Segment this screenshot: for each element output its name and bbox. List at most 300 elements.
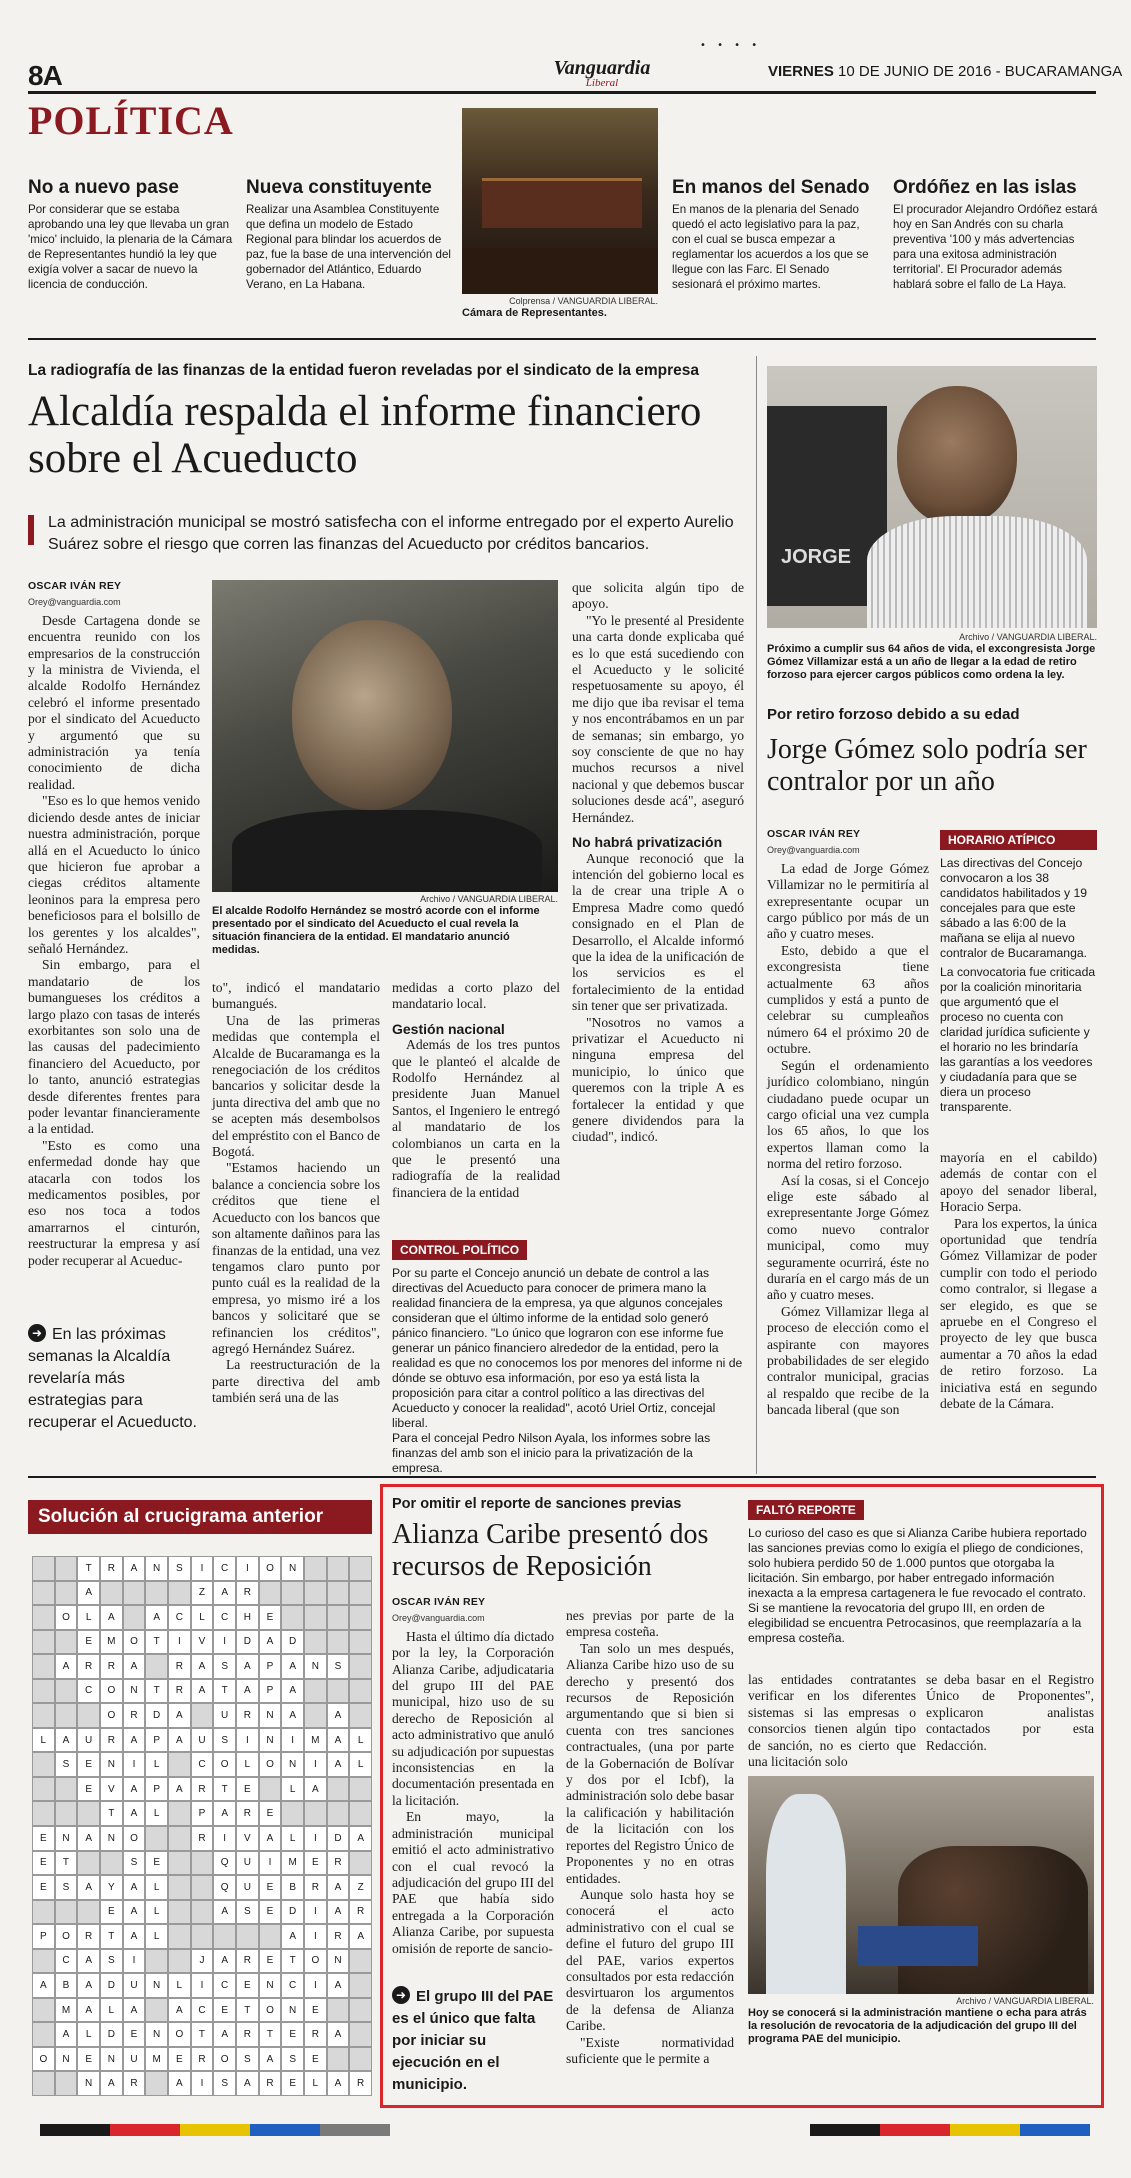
crossword-cell	[145, 1826, 168, 1851]
portrait-head	[897, 386, 1017, 526]
crossword-cell: C	[55, 1949, 78, 1974]
crossword-cell	[349, 1556, 372, 1581]
main-kicker: La radiografía de las finanzas de la entidad fueron reveladas por el sindicato de la empresa	[28, 362, 700, 379]
crossword-cell	[349, 2047, 372, 2072]
crossword-cell: A	[259, 1630, 282, 1655]
registration-marks: • • • •	[700, 40, 762, 51]
paragraph: Desde Cartagena donde se encuentra reunido con los empresarios de la construcción y la ministra de Vivienda, el alcalde Rodolfo Hernández celebró el informe presentado por el sindicato del Acueducto y argumentó que su administración ya tenía conocimiento de dicha realidad.	[28, 612, 200, 792]
crossword-cell: U	[77, 1728, 100, 1753]
bottom-col-3	[748, 1672, 916, 1770]
crossword-cell: L	[168, 1973, 191, 1998]
control-text: Por su parte el Concejo anunció un debate de control a las directivas del Acueducto para conocer de primera mano la realidad financiera de la empresa, ya que algunos concejales consideran que el último informe de la entidad solo generó pánico financiero. "Lo único que lograron con ese informe fue generar un pánico financiero alrededor de la entidad, pero la realidad es que no conocemos los por menores del informe ni de dónde se obtuvo esa información, por eso ya está lista la proposición para citar a control político a las directivas del Acueducto y conocer la realidad", acotó Uriel Ortiz, concejal liberal.	[392, 1266, 743, 1430]
crossword-cell: N	[145, 1973, 168, 1998]
tray	[858, 1926, 978, 1966]
crossword-cell: A	[168, 1777, 191, 1802]
crossword-cell: N	[304, 1654, 327, 1679]
crossword-cell: O	[259, 1998, 282, 2023]
crossword-cell: R	[168, 1679, 191, 1704]
falto-label: FALTÓ REPORTE	[748, 1500, 864, 1520]
crossword-cell	[327, 1801, 350, 1826]
crossword-cell: R	[168, 1654, 191, 1679]
crossword-cell	[191, 1875, 214, 1900]
paragraph: Según el ordenamiento jurídico colombiano, ningún ciudadano puede ocupar un cargo oficial una vez cumpla los 65 años, lo que los expertos llaman como la norma del retiro forzoso.	[767, 1057, 929, 1172]
crossword-cell	[55, 1679, 78, 1704]
crossword-cell: S	[168, 1556, 191, 1581]
crossword-cell	[191, 1851, 214, 1876]
bottom-col-2	[566, 1608, 734, 2067]
crossword-cell: E	[236, 1777, 259, 1802]
crossword-cell	[281, 1581, 304, 1606]
crossword-cell	[327, 1581, 350, 1606]
author-email: Orey@vanguardia.com	[28, 597, 121, 608]
bottom-headline: Alianza Caribe presentó dos recursos de Reposición	[392, 1519, 709, 1582]
children-group	[898, 1846, 1088, 1994]
crossword-cell: R	[100, 1654, 123, 1679]
crossword-cell: L	[77, 1605, 100, 1630]
pull-arrow-icon: ➜	[28, 1324, 46, 1342]
crossword-cell: E	[77, 2047, 100, 2072]
crossword-cell: E	[304, 1851, 327, 1876]
crossword-cell: A	[236, 1679, 259, 1704]
crossword-cell: N	[145, 1556, 168, 1581]
crossword-cell	[259, 1777, 282, 1802]
paragraph: En mayo, la administración municipal emitió el acto administrativo con el cual revocó la adjudicación del grupo III del PAE que había sido entregada a la Corporación Alianza Caribe, por supuesta omisión de reporte de sancio-	[392, 1809, 554, 1956]
crossword-cell	[32, 2071, 55, 2096]
crossword-cell: A	[327, 1728, 350, 1753]
crossword-cell: M	[281, 1851, 304, 1876]
paragraph: mayoría en el cabildo) además de contar con el apoyo del senador liberal, Horacio Serpa.	[940, 1150, 1097, 1215]
crossword-cell	[191, 1924, 214, 1949]
paragraph: "Existe normatividad suficiente que le permite a	[566, 2034, 734, 2066]
crossword-cell: E	[145, 1851, 168, 1876]
crossword-cell: L	[100, 1998, 123, 2023]
crossword-cell: R	[349, 1900, 372, 1925]
crossword-cell: A	[327, 2022, 350, 2047]
crossword-cell: R	[349, 2071, 372, 2096]
crossword-cell: E	[77, 1777, 100, 1802]
crossword-cell: I	[168, 1630, 191, 1655]
crossword-cell: P	[191, 1801, 214, 1826]
crossword-cell	[168, 1801, 191, 1826]
crossword-cell	[327, 1998, 350, 2023]
crossword-cell: V	[100, 1777, 123, 1802]
crossword-cell	[327, 1679, 350, 1704]
crossword-cell	[191, 1900, 214, 1925]
crossword-cell: A	[123, 1998, 146, 2023]
crossword-cell: S	[236, 2047, 259, 2072]
crossword-cell	[259, 1924, 282, 1949]
crossword-cell: L	[191, 1605, 214, 1630]
crossword-cell: A	[123, 1875, 146, 1900]
crossword-cell: J	[191, 1949, 214, 1974]
crossword-cell	[304, 1581, 327, 1606]
falto-box	[748, 1500, 1094, 1646]
crossword-cell: O	[259, 1556, 282, 1581]
crossword-cell: T	[213, 1679, 236, 1704]
brief-text: En manos de la plenaria del Senado quedó el acto legislativo para la paz, con el cual se busca empezar a reglamentar los acuerdos a los que se llegue con las Farc. El Senado sesionará el próximo martes.	[672, 203, 869, 291]
crossword-cell: P	[145, 1728, 168, 1753]
crossword-title: Solución al crucigrama anterior	[38, 1506, 324, 1527]
crossword-cell: C	[77, 1679, 100, 1704]
crossword-cell: O	[55, 1924, 78, 1949]
crossword-cell	[32, 1998, 55, 2023]
brief-1	[28, 177, 233, 292]
crossword-cell: D	[100, 2022, 123, 2047]
crossword-cell: R	[100, 1556, 123, 1581]
crossword-cell	[32, 1900, 55, 1925]
horario-label: HORARIO ATÍPICO	[940, 830, 1097, 850]
main-col-4	[572, 580, 744, 1146]
crossword-cell: Z	[191, 1581, 214, 1606]
right-kicker: Por retiro forzoso debido a su edad	[767, 706, 1020, 723]
crossword-cell: A	[145, 1605, 168, 1630]
crossword-cell: A	[77, 1875, 100, 1900]
crossword-cell: M	[145, 2047, 168, 2072]
control-text-2: Para el concejal Pedro Nilson Ayala, los informes sobre las finanzas del amb son el inicio para la privatización de la empresa.	[392, 1431, 711, 1475]
crossword-cell: T	[145, 1679, 168, 1704]
crossword-header	[28, 1500, 372, 1534]
horario-text: Las directivas del Concejo convocaron a los 38 candidatos habilitados y 19 concejales para que este sábado a las 6:00 de la mañana se elija al nuevo contralor de Bucaramanga.	[940, 856, 1088, 960]
briefs-rule	[28, 338, 1096, 340]
crossword-cell	[123, 1605, 146, 1630]
crossword-cell: E	[123, 2022, 146, 2047]
main-col-2	[212, 980, 380, 1407]
crossword-cell: Z	[349, 1875, 372, 1900]
crossword-cell: I	[191, 1973, 214, 1998]
brief-title: Ordóñez en las islas	[893, 177, 1077, 198]
paragraph: Esto, debido a que el excongresista tiene actualmente 63 años cumplidos y está a punto de celebrar su cumpleaños número 64 el próximo 20 de octubre.	[767, 942, 929, 1057]
crossword-cell: P	[259, 1679, 282, 1704]
crossword-cell	[349, 1654, 372, 1679]
crossword-cell	[349, 1973, 372, 1998]
crossword-cell: E	[213, 1998, 236, 2023]
crossword-cell: D	[281, 1630, 304, 1655]
crossword-cell: A	[100, 1605, 123, 1630]
crossword-cell: E	[168, 2047, 191, 2072]
author-email: Orey@vanguardia.com	[767, 845, 860, 856]
crossword-cell: A	[123, 1556, 146, 1581]
paragraph: que solicita algún tipo de apoyo.	[572, 580, 744, 612]
logo-sub: Liberal	[585, 77, 619, 89]
crossword-cell	[32, 1630, 55, 1655]
crossword-cell: U	[191, 1728, 214, 1753]
crossword-cell: A	[281, 1703, 304, 1728]
crossword-cell	[32, 1605, 55, 1630]
crossword-cell	[32, 1654, 55, 1679]
crossword-cell: O	[213, 1752, 236, 1777]
crossword-cell: U	[123, 1973, 146, 1998]
paragraph: "Yo le presenté al Presidente una carta donde explicaba qué es lo que está sucediendo con el Acueducto y le solicité respetuosamente su apoyo, él me dijo que iba revisar el tema y nos encontrábamos en un par de semanas; sin embargo, yo soy consciente de que no hay muchos recursos a nivel nacional y que debemos buscar soluciones desde acá", aseguró Hernández.	[572, 612, 744, 825]
crossword-cell: V	[236, 1826, 259, 1851]
crossword-cell: A	[349, 1924, 372, 1949]
crossword-cell: I	[304, 1900, 327, 1925]
top-photo-caption: Cámara de Representantes.	[462, 307, 607, 319]
crossword-cell: A	[100, 2071, 123, 2096]
crossword-cell: A	[77, 1973, 100, 1998]
pull-quote-text: En las próximas semanas la Alcaldía revelaría más estrategias para recuperar el Acueducto.	[28, 1326, 197, 1431]
crossword-cell: A	[281, 1654, 304, 1679]
crossword-cell: A	[259, 1826, 282, 1851]
brief-3	[672, 177, 876, 292]
portrait-head	[292, 620, 452, 810]
crossword-cell: R	[304, 1875, 327, 1900]
bottom-photo-caption: Hoy se conocerá si la administración mantiene o echa para atrás la resolución de revocatoria de la adjudicación del grupo III del programa PAE del municipio.	[748, 2007, 1087, 2045]
crossword-cell	[145, 1654, 168, 1679]
crossword-cell: R	[236, 1703, 259, 1728]
crossword-cell	[304, 1679, 327, 1704]
right-headline: Jorge Gómez solo podría ser contralor por un año	[767, 734, 1087, 797]
crossword-cell: L	[349, 1728, 372, 1753]
page-date	[768, 63, 1122, 80]
brief-4	[893, 177, 1098, 292]
crossword-cell: U	[213, 1703, 236, 1728]
crossword-cell: B	[55, 1973, 78, 1998]
crossword-cell: E	[259, 1605, 282, 1630]
paragraph: Tan solo un mes después, Alianza Caribe hizo uso de su derecho y presentó dos recursos de Reposición argumentando que si bien si cuenta con tres sanciones contractuales, (una por parte de la Gobernación de Bolívar y dos por el Icbf), la administración solo debe basar la calificación y habilitación de la licitación con los reportes del Registro Único de Proponentes y no en otras entidades.	[566, 1640, 734, 1886]
crossword-cell: P	[259, 1654, 282, 1679]
crossword-cell: N	[259, 1973, 282, 1998]
crossword-cell: S	[100, 1949, 123, 1974]
crossword-cell	[145, 2071, 168, 2096]
crossword-cell	[32, 1679, 55, 1704]
crossword-cell: N	[259, 1728, 282, 1753]
crossword-cell	[304, 1703, 327, 1728]
crossword-cell: E	[236, 1973, 259, 1998]
author: OSCAR IVÁN REY	[392, 1596, 486, 1608]
crossword-cell: A	[55, 1654, 78, 1679]
crossword-cell: O	[100, 1703, 123, 1728]
logo-text: Vanguardia	[553, 57, 651, 79]
crossword-cell	[281, 1801, 304, 1826]
crossword-cell: O	[168, 2022, 191, 2047]
crossword-cell: L	[349, 1752, 372, 1777]
crossword-cell: P	[32, 1924, 55, 1949]
crossword-cell: N	[281, 1998, 304, 2023]
crossword-cell: U	[123, 2047, 146, 2072]
control-box	[392, 1240, 744, 1476]
crossword-cell	[32, 1703, 55, 1728]
main-photo-caption: El alcalde Rodolfo Hernández se mostró acorde con el informe presentado por el sindicato del Acueducto el cual revela la situación financiera de la entidad. El mandatario anunció medidas.	[212, 905, 540, 956]
paragraph: Gómez Villamizar llega al proceso de elección como el aspirante con mayores probabilidades de ser elegido contralor municipal, gracias al respaldo que recibe de la bancada liberal (que son	[767, 1303, 929, 1418]
crossword-cell: A	[191, 1679, 214, 1704]
crossword-cell	[145, 1998, 168, 2023]
crossword-cell: I	[281, 1728, 304, 1753]
crossword-cell	[123, 1581, 146, 1606]
crossword-cell: E	[32, 1851, 55, 1876]
crossword-cell: A	[32, 1973, 55, 1998]
crossword-cell: A	[55, 1728, 78, 1753]
crossword-cell: A	[168, 1703, 191, 1728]
crossword-cell: S	[236, 1900, 259, 1925]
author: OSCAR IVÁN REY	[767, 828, 861, 840]
crossword-cell: L	[77, 2022, 100, 2047]
crossword-cell	[77, 1900, 100, 1925]
crossword-cell: E	[304, 2047, 327, 2072]
crossword-cell	[304, 1605, 327, 1630]
paragraph: La edad de Jorge Gómez Villamizar no le permitiría al exrepresentante ocupar un cargo público por más de un año y cuatro meses.	[767, 860, 929, 942]
crossword-cell	[32, 1556, 55, 1581]
crossword-cell: T	[100, 1924, 123, 1949]
crossword-cell: R	[236, 1581, 259, 1606]
crossword-cell	[349, 1949, 372, 1974]
crossword-cell: E	[77, 1630, 100, 1655]
paragraph: "Eso es lo que hemos venido diciendo desde antes de iniciar nuestra administración, porque allá en el Acueducto lo único que hicieron fue aprobar a ciegas créditos altamente leoninos para la empresa pero beneficiosos para el bolsillo de los gerentes y los alcaldes", señaló Hernández.	[28, 793, 200, 956]
crossword-cell: E	[259, 1801, 282, 1826]
crossword-cell: C	[191, 1998, 214, 2023]
paragraph: Para los expertos, la única oportunidad que tendría Gómez Villamizar de poder cumplir con todo el periodo como contralor, si llegase a ser elegido, es que se apruebe en el Congreso el proyecto de ley que busca aumentar a 70 años la edad de retiro forzoso. La iniciativa está en segundo debate de la Cámara.	[940, 1215, 1097, 1412]
crossword-cell: R	[236, 2022, 259, 2047]
crossword-cell: S	[213, 2071, 236, 2096]
crossword-cell: N	[100, 1752, 123, 1777]
crossword-cell: A	[327, 1752, 350, 1777]
crossword-cell: M	[55, 1998, 78, 2023]
crossword-cell: L	[281, 1777, 304, 1802]
crossword-cell: A	[213, 1900, 236, 1925]
main-col-3	[392, 980, 560, 1201]
crossword-cell: I	[123, 1752, 146, 1777]
crossword-cell: R	[327, 1851, 350, 1876]
crossword-cell	[55, 1703, 78, 1728]
paragraph: to", indicó el mandatario bumangués.	[212, 980, 380, 1012]
crossword-cell: I	[191, 1556, 214, 1581]
falto-text: Lo curioso del caso es que si Alianza Caribe hubiera reportado las sanciones previas como lo exigía el pliego de condiciones, solo hubiera perdido 50 de 1.000 puntos que otorgaba la licitación. Sin embargo, por haber entregado información inexacta a la empresa cartagenera le fue revocado el contrato.	[748, 1526, 1087, 1600]
main-headline: Alcaldía respalda el informe financiero sobre el Acueducto	[28, 388, 702, 482]
crossword-cell: H	[236, 1605, 259, 1630]
crossword-cell	[168, 1924, 191, 1949]
crossword-cell: E	[100, 1900, 123, 1925]
crossword-cell: A	[168, 1728, 191, 1753]
control-label: CONTROL POLÍTICO	[392, 1240, 527, 1260]
crossword-cell	[100, 1581, 123, 1606]
crossword-cell	[77, 1801, 100, 1826]
crossword-cell: C	[281, 1973, 304, 1998]
crossword-cell: P	[145, 1777, 168, 1802]
lead-marker	[28, 515, 34, 545]
crossword-cell: I	[191, 2071, 214, 2096]
crossword-cell: A	[168, 1998, 191, 2023]
crossword-cell: B	[281, 1875, 304, 1900]
main-photo	[212, 580, 558, 892]
crossword-cell: L	[145, 1924, 168, 1949]
bottom-photo	[748, 1776, 1094, 1994]
crossword-cell	[191, 1703, 214, 1728]
crossword-cell: A	[77, 1826, 100, 1851]
crossword-cell	[32, 1581, 55, 1606]
crossword-cell: E	[32, 1875, 55, 1900]
crossword-cell: A	[213, 2022, 236, 2047]
crossword-cell	[168, 1581, 191, 1606]
crossword-cell	[55, 1777, 78, 1802]
right-col-2	[940, 1150, 1097, 1413]
worker-figure	[766, 1794, 846, 1994]
right-photo	[767, 366, 1097, 628]
crossword-cell	[349, 1703, 372, 1728]
color-bar	[40, 2124, 1090, 2136]
crossword-cell	[168, 1900, 191, 1925]
crossword-cell	[304, 1556, 327, 1581]
crossword-cell: A	[236, 1654, 259, 1679]
crossword-cell: R	[191, 1777, 214, 1802]
crossword-cell: N	[55, 1826, 78, 1851]
author-email: Orey@vanguardia.com	[392, 1613, 485, 1624]
crossword-cell: E	[259, 1900, 282, 1925]
crossword-cell: O	[55, 1605, 78, 1630]
crossword-cell: E	[281, 2071, 304, 2096]
crossword-cell	[349, 1605, 372, 1630]
crossword-cell	[55, 1900, 78, 1925]
brief-title: No a nuevo pase	[28, 177, 179, 198]
crossword-cell: T	[100, 1801, 123, 1826]
crossword-cell	[77, 1851, 100, 1876]
crossword-cell: N	[77, 2071, 100, 2096]
top-photo-credit: Colprensa / VANGUARDIA LIBERAL.	[509, 296, 658, 306]
subhead: Gestión nacional	[392, 1020, 505, 1037]
brief-title: En manos del Senado	[672, 177, 870, 198]
crossword-cell: S	[327, 1654, 350, 1679]
crossword-cell: M	[304, 1728, 327, 1753]
crossword-cell: A	[281, 1679, 304, 1704]
crossword-cell: L	[145, 1801, 168, 1826]
crossword-cell	[168, 1752, 191, 1777]
crossword-cell	[327, 1630, 350, 1655]
crossword-cell: A	[349, 1826, 372, 1851]
crossword-cell: A	[281, 1924, 304, 1949]
crossword-cell: U	[236, 1875, 259, 1900]
right-col-1	[767, 826, 929, 1419]
top-photo	[462, 108, 658, 294]
crossword-cell: R	[191, 1826, 214, 1851]
crossword-cell: A	[55, 2022, 78, 2047]
crossword-cell	[168, 1949, 191, 1974]
crossword-cell: U	[236, 1851, 259, 1876]
crossword-cell: O	[259, 1752, 282, 1777]
crossword-cell: R	[77, 1654, 100, 1679]
crossword-cell: A	[213, 1801, 236, 1826]
crossword-cell	[349, 1630, 372, 1655]
subhead: No habrá privatización	[572, 834, 723, 851]
chamber-bench	[462, 248, 658, 294]
column-rule	[756, 356, 757, 1474]
crossword-cell: M	[100, 1630, 123, 1655]
crossword-cell: C	[213, 1973, 236, 1998]
horario-box	[940, 830, 1097, 1115]
crossword-cell: R	[191, 2047, 214, 2072]
paragraph: medidas a corto plazo del mandatario local.	[392, 980, 560, 1012]
crossword-cell: R	[123, 2071, 146, 2096]
crossword-cell	[304, 1801, 327, 1826]
paragraph: las entidades contratantes verificar en los diferentes sistemas si las empresas o consorcios tienen algún tipo de sanción, no es cierto que una licitación solo	[748, 1672, 916, 1770]
crossword-cell	[55, 1556, 78, 1581]
chamber-desk	[482, 178, 642, 228]
crossword-cell: E	[304, 1998, 327, 2023]
crossword-cell: T	[77, 1556, 100, 1581]
crossword-cell: L	[304, 2071, 327, 2096]
crossword-cell: A	[213, 1581, 236, 1606]
crossword-cell: A	[259, 2047, 282, 2072]
crossword-cell: I	[236, 1728, 259, 1753]
crossword-cell	[145, 1581, 168, 1606]
sign-text: JORGE	[781, 546, 852, 568]
crossword-cell: E	[259, 1949, 282, 1974]
crossword-cell: I	[304, 1973, 327, 1998]
crossword-cell: A	[123, 1924, 146, 1949]
crossword-cell	[168, 1826, 191, 1851]
crossword-cell	[168, 1875, 191, 1900]
main-photo-credit: Archivo / VANGUARDIA LIBERAL.	[420, 894, 558, 904]
crossword-cell	[327, 1777, 350, 1802]
crossword-cell	[281, 1605, 304, 1630]
paragraph: Una de las primeras medidas que contempla el Alcalde de Bucaramanga es la renegociación de los créditos bancarios y solicitar desde la junta directiva del amb que no se acepten más desembolsos del empréstito con el Banco de Bogotá.	[212, 1012, 380, 1160]
